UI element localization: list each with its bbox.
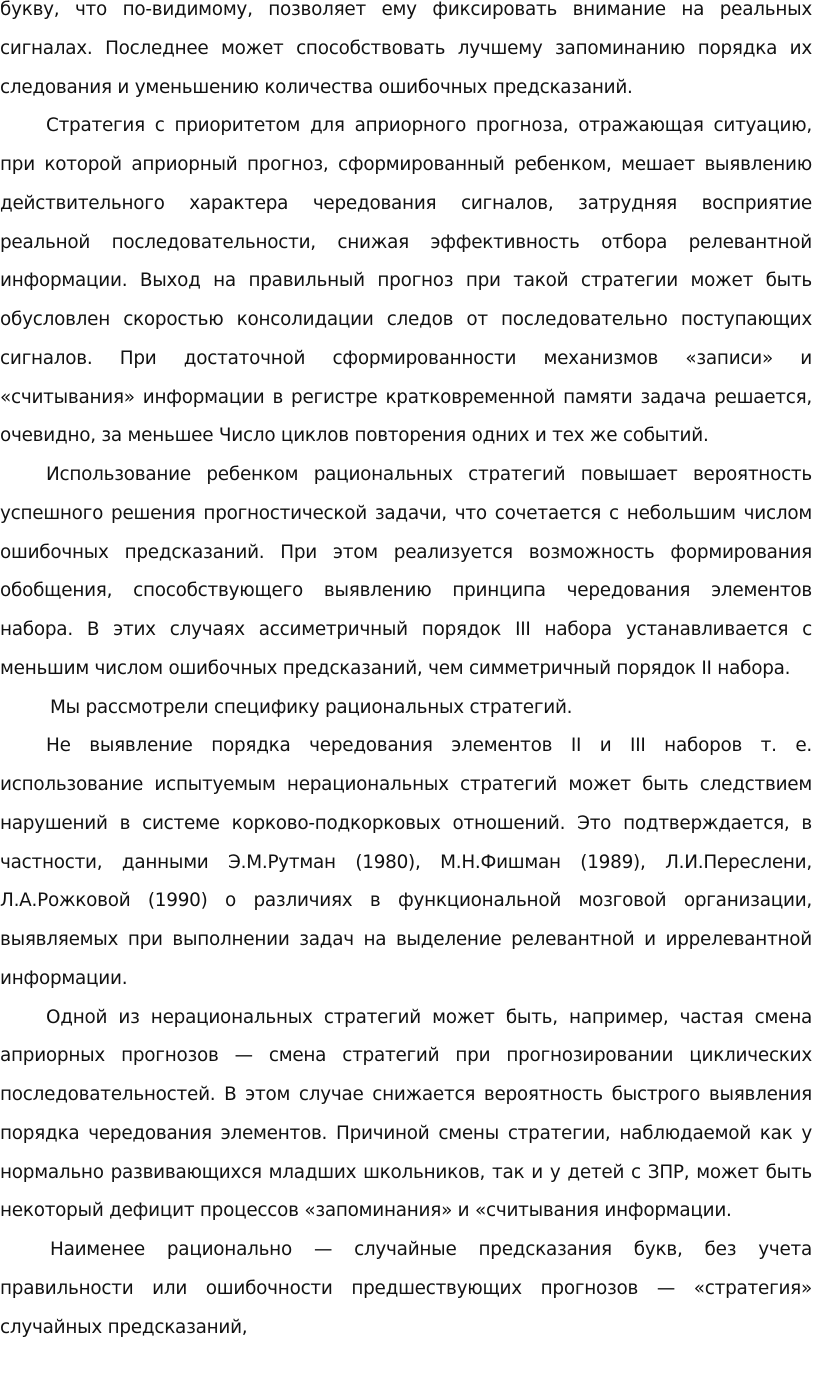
paragraph-rational-strategies: Использование ребенком рациональных стратегий повышает вероятность успешного решения прогностической задачи, что сочетается с небольшим числом ошибочных предсказаний. При этом реализуется возможность формирования обобщения, способствующего выявлению принципа чередования элементов набора. В этих случаях ассиметричный порядок III набора устанавливается с меньшим числом ошибочных предсказаний, чем симметричный порядок II набора. [0, 464, 812, 679]
paragraph-apriori-strategy: Стратегия с приоритетом для априорного прогноза, отражающая ситуацию, при которой априорный прогноз, сформированный ребенком, мешает выявлению действительного характера чередования сигналов, затрудняя восприятие реальной последовательности, снижая эффективность отбора релевантной информации. Выход на правильный прогноз при такой стратегии может быть обусловлен скоростью консолидации следов от последовательно поступающих сигналов. При достаточной сформированности механизмов «записи» и «считывания» информации в регистре кратковременной памяти задача решается, очевидно, за меньшее Число циклов повторения одних и тех же событий. [0, 115, 812, 447]
paragraph-random-predictions: Наименее рационально — случайные предсказания букв, без учета правильности или ошибочности предшествующих прогнозов — «стратегия» случайных предсказаний, [0, 1239, 812, 1338]
paragraph-irrational-strategies: Не выявление порядка чередования элементов II и III наборов т. е. использование испытуемым нерациональных стратегий может быть следствием нарушений в системе корково-подкорковых отношений. Это подтверждается, в частности, данными Э.М.Рутман (1980), М.Н.Фишман (1989), Л.И.Переслени, Л.А.Рожковой (1990) о различиях в функциональной мозговой организации, выявляемых при выполнении задач на выделение релевантной и иррелевантной информации. [0, 735, 812, 989]
paragraph-continuation: букву, что по-видимому, позволяет ему фиксировать внимание на реальных сигналах. Последнее может способствовать лучшему запоминанию порядка их следования и уменьшению количества ошибочных предсказаний. [0, 0, 812, 98]
paragraph-summary-rational: Мы рассмотрели специфику рациональных стратегий. [50, 696, 573, 718]
paragraph-prognosis-change: Одной из нерациональных стратегий может быть, например, частая смена априорных прогнозов — смена стратегий при прогнозировании циклических последовательностей. В этом случае снижается вероятность быстрого выявления порядка чередования элементов. Причиной смены стратегии, наблюдаемой как у нормально развивающихся младших школьников, так и у детей с ЗПР, может быть некоторый дефицит процессов «запоминания» и «считывания информации. [0, 1006, 812, 1222]
